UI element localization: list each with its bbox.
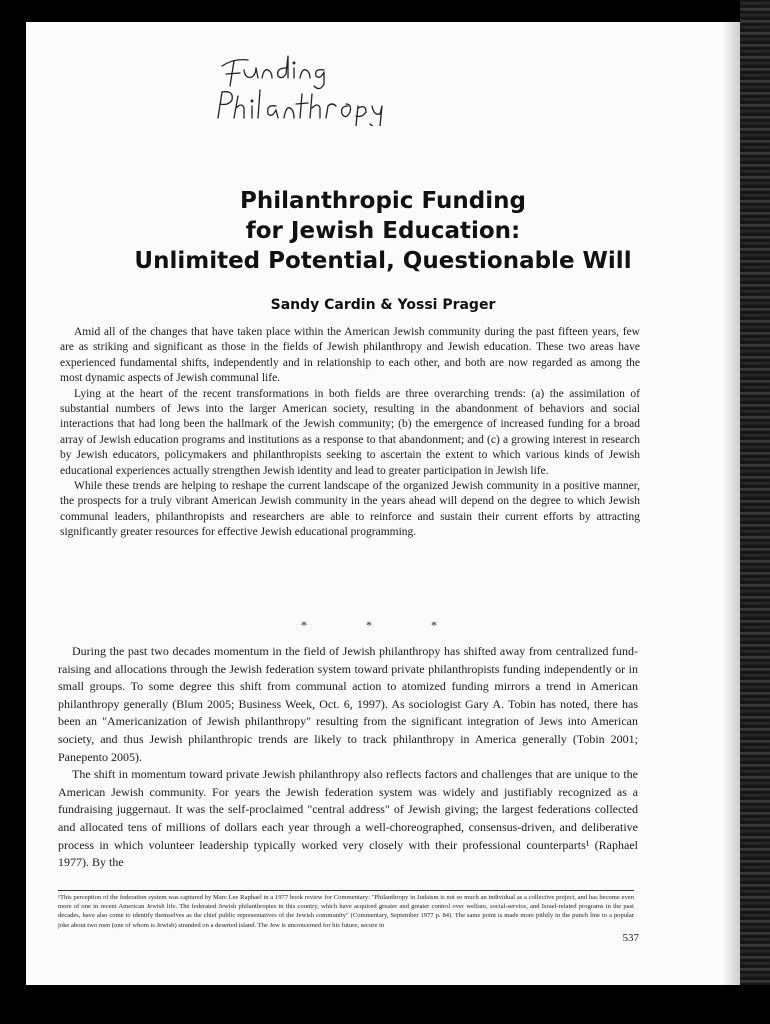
title-line: for Jewish Education: [245, 218, 521, 244]
document-page [26, 22, 740, 985]
article-authors: Sandy Cardin & Yossi Prager [270, 297, 496, 313]
handwritten-annotation [212, 46, 402, 126]
page-edge-shadow [722, 22, 740, 985]
scan-border-left [0, 0, 26, 1024]
title-line: Unlimited Potential, Questionable Will [134, 248, 632, 274]
article-title [26, 186, 740, 276]
body-paragraph: The shift in momentum toward private Jewish philanthropy also reflects factors and challenges that are unique to the American Jewish community. For years the Jewish federation system was widely and justifiably recognized as a fundraising juggernaut. It was the self-proclaimed "central address" of Jewish giving; the largest federations collected and allocated tens of millions of dollars each year through a well-choreographed, consensus-driven, and deliberative process in which volunteer leadership typically worked very closely with their professional counterparts¹ (Raphael 1977). By the [58, 767, 638, 870]
body-paragraph: While these trends are helping to reshape the current landscape of the organized Jewish community in a positive manner, the prospects for a truly vibrant American Jewish community in the years ahead will depend on the degree to which Jewish communal leaders, philanthropists and researchers are able to reinforce and sustain their current efforts by attracting significantly greater resources for effective Jewish educational programming. [60, 480, 640, 539]
footnote: ¹This perception of the federation system was captured by Marc Lee Raphael in a 1977 book review for Commentary: "Philanthropy in Judaism is not so much an individual as a collective project, and has become even more of one in recent American Jewish life. The federated Jewish philanthropies in this country, which have acquired greater and greater control over welfare, social-service, and Israel-related programs in the past decades, have also come to identify themselves as the chief public representatives of the Jewish community" (Commentary, September 1977 p. 84). The same point is made more pithily in the punch line to a popular joke about two men (one of whom is Jewish) stranded on a deserted island. The Jew is unconcerned for his future, secure in [58, 890, 634, 930]
body-paragraph: Lying at the heart of the recent transformations in both fields are three overarching trends: (a) the assimilation of substantial numbers of Jews into the larger American society, resulting in the abandonment of behaviors and social interactions that had long been the hallmark of the Jewish community; (b) the emergence of increased funding for a broad array of Jewish education programs and institutions as a response to that abandonment; and (c) a growing interest in research by Jewish educators, policymakers and philanthropists seeking to ascertain the extent to which various kinds of Jewish educational experiences actually strengthen Jewish identity and lead to greater participation in Jewish life. [60, 387, 640, 477]
body-paragraph: Amid all of the changes that have taken place within the American Jewish community during the past fifteen years, few are as striking and significant as those in the fields of Jewish philanthropy and Jewish education. These two areas have experienced fundamental shifts, independently and in relationship to each other, and both are now regarded as among the most dynamic aspects of Jewish communal life. [60, 326, 640, 385]
title-line: Philanthropic Funding [240, 188, 526, 214]
article-body-main [58, 643, 638, 872]
page-number: 537 [622, 932, 639, 944]
section-separator: * * * [301, 618, 465, 632]
article-body-intro [60, 325, 640, 541]
scan-border-right [740, 0, 770, 1024]
scan-border-top [0, 0, 770, 22]
body-paragraph: During the past two decades momentum in the field of Jewish philanthropy has shifted away from centralized fund-raising and allocations through the Jewish federation system toward private philanthropists funding independently or in small groups. To some degree this shift from communal action to atomized funding mirrors a trend in American philanthropy generally (Blum 2005; Business Week, Oct. 6, 1997). As sociologist Gary A. Tobin has noted, there has been an "Americanization of Jewish philanthropy" resulting from the significant integration of Jews into American society, and thus Jewish philanthropic trends are likely to track philanthropy in America generally (Tobin 2001; Panepento 2005). [58, 644, 638, 764]
scan-border-bottom [0, 985, 770, 1024]
